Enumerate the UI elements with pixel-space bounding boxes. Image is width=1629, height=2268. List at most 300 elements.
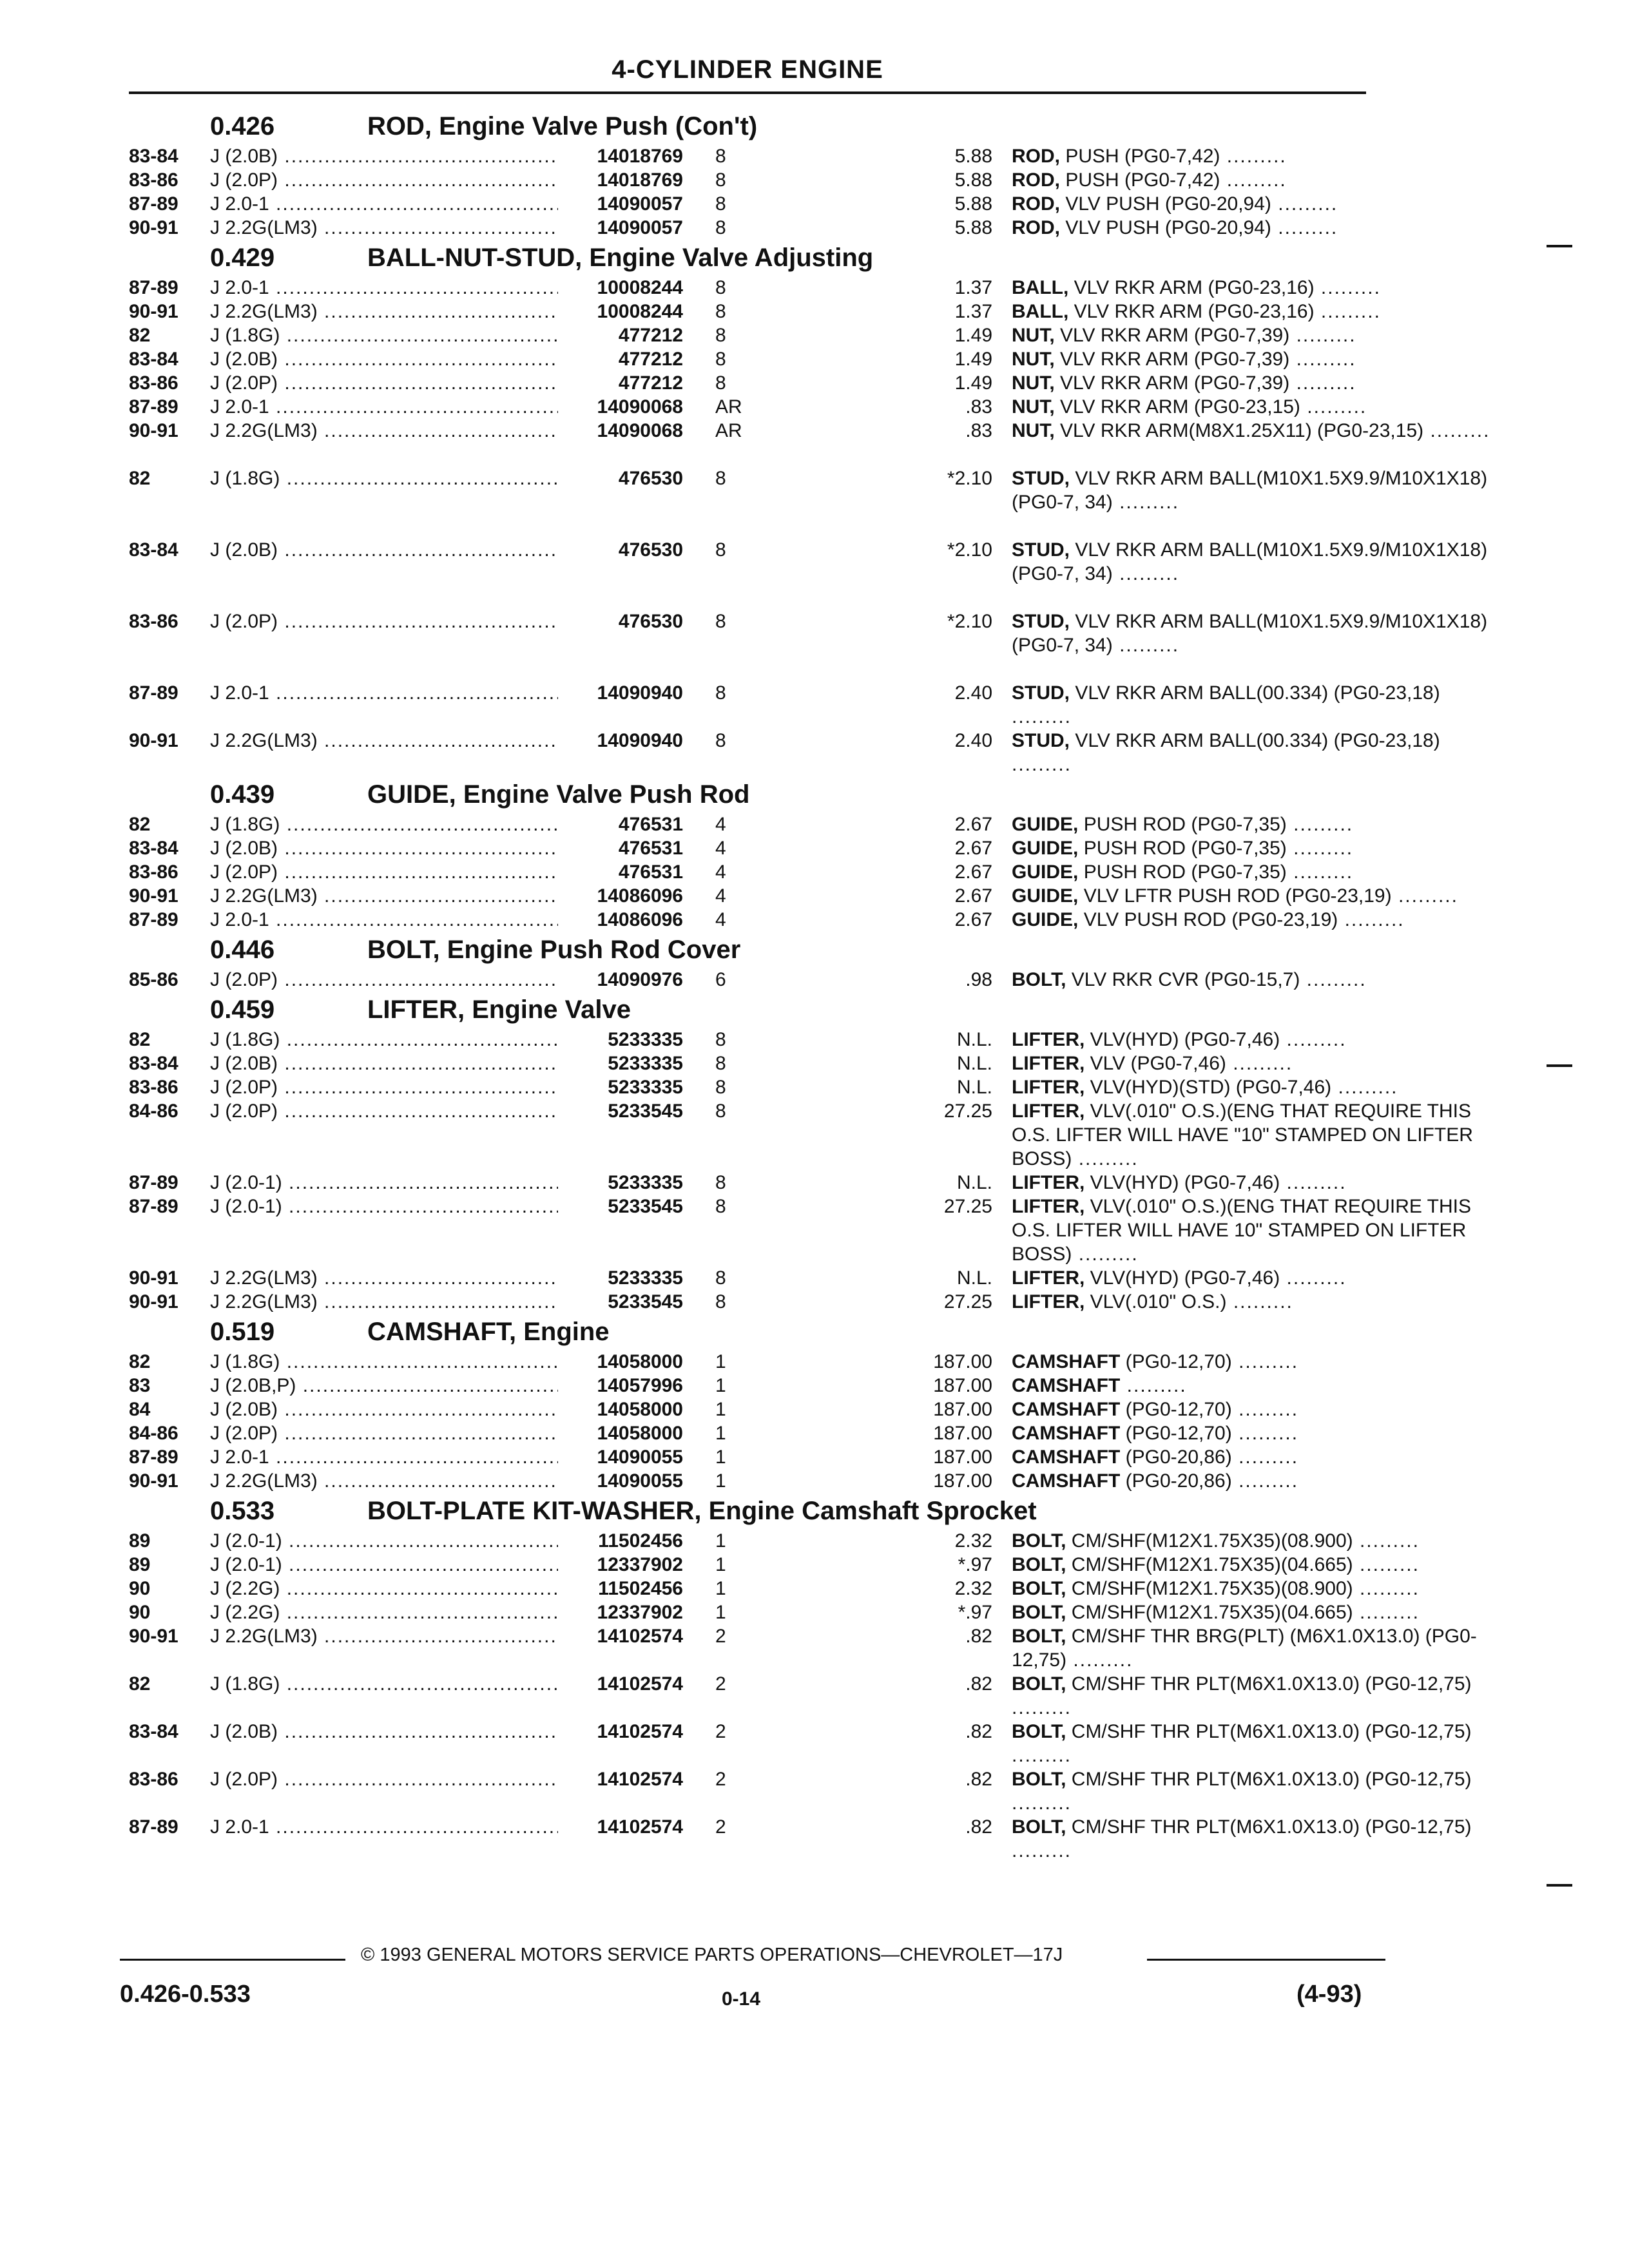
quantity: 1 (715, 1578, 726, 1599)
leader-dots: ......... (1286, 814, 1354, 835)
parts-row (129, 1171, 1366, 1195)
part-description (1012, 908, 1501, 932)
section-title: ROD, Engine Valve Push (Con't) (367, 112, 758, 140)
part-description (1012, 466, 1501, 514)
leader-dots: ......... (1391, 885, 1458, 907)
part-description (1012, 1374, 1501, 1398)
part-description (1012, 1767, 1501, 1815)
engine-code: J (2.0P) ..... (210, 968, 558, 992)
part-number: 14102574 (591, 1672, 683, 1696)
part-number: 14090976 (591, 968, 683, 992)
description-keyword: NUT, (1012, 372, 1055, 394)
part-number: 14090057 (591, 192, 683, 216)
leader-dots: ......... (1300, 969, 1367, 990)
description-keyword: STUD, (1012, 682, 1070, 704)
description-keyword: NUT, (1012, 420, 1055, 441)
parts-row (129, 1672, 1472, 1720)
price: 187.00 (933, 1470, 992, 1492)
price: *2.10 (947, 539, 992, 561)
part-number: 5233335 (601, 1266, 683, 1290)
part-number: 14058000 (591, 1350, 683, 1374)
model-years: 84 (129, 1399, 151, 1420)
parts-row (129, 300, 1381, 323)
quantity: 8 (715, 730, 726, 751)
description-text: CM/SHF THR PLT(M6X1.0X13.0) (PG0-12,75) (1066, 1673, 1472, 1695)
quantity: 8 (715, 301, 726, 322)
parts-row (129, 860, 1366, 884)
quantity: 6 (715, 969, 726, 990)
leader-dots: ......... (1280, 1029, 1347, 1050)
model-years: 87-89 (129, 277, 178, 298)
part-number: 477212 (612, 323, 683, 347)
engine-code: J (2.0B) ..... (210, 836, 558, 860)
model-years: 83-86 (129, 611, 178, 632)
model-years: 82 (129, 1029, 151, 1050)
engine-code: J (1.8G) ..... (210, 1672, 558, 1696)
part-description (1012, 1266, 1501, 1290)
description-text: VLV (PG0-7,46) (1084, 1053, 1226, 1074)
price: 5.88 (954, 193, 992, 215)
part-description (1012, 1672, 1501, 1720)
leader-dots: ......... (1353, 1554, 1420, 1575)
quantity: 8 (715, 349, 726, 370)
engine-code: J (2.2G) ..... (210, 1577, 558, 1600)
parts-row (129, 419, 1490, 466)
leader-dots: ......... (1012, 1745, 1072, 1766)
leader-dots: ......... (1072, 1148, 1139, 1169)
description-text: VLV PUSH (PG0-20,94) (1060, 193, 1271, 215)
engine-code: J (2.0B) ..... (210, 1720, 558, 1744)
parts-row (129, 1445, 1366, 1469)
leader-dots: ......... (1353, 1530, 1420, 1552)
description-text: CM/SHF(M12X1.75X35)(04.665) (1066, 1554, 1353, 1575)
margin-tick-mark (1547, 1884, 1572, 1887)
engine-code: J 2.2G(LM3) ..... (210, 884, 558, 908)
description-keyword: BOLT, (1012, 1554, 1066, 1575)
part-description (1012, 371, 1501, 395)
part-description (1012, 1398, 1501, 1421)
part-description (1012, 323, 1501, 347)
price: .82 (965, 1816, 992, 1838)
description-keyword: BOLT, (1012, 1721, 1066, 1742)
parts-listing (129, 108, 1490, 1863)
description-keyword: CAMSHAFT (1012, 1446, 1121, 1468)
description-text: VLV RKR ARM (PG0-7,39) (1054, 349, 1290, 370)
leader-dots: ......... (1338, 909, 1405, 930)
price: 2.67 (954, 885, 992, 907)
description-text: VLV RKR ARM BALL(M10X1.5X9.9/M10X1X18) (PG0-7, 34) (1012, 539, 1488, 584)
model-years: 82 (129, 1351, 151, 1372)
part-number: 5233545 (601, 1195, 683, 1218)
part-number: 476531 (612, 812, 683, 836)
parts-row (129, 216, 1366, 240)
part-number: 11502456 (592, 1529, 683, 1553)
description-text: VLV(HYD) (PG0-7,46) (1084, 1267, 1280, 1289)
part-description (1012, 144, 1501, 168)
model-years: 83-86 (129, 169, 178, 191)
description-text: (PG0-12,70) (1120, 1423, 1232, 1444)
part-description (1012, 1445, 1501, 1469)
price: *2.10 (947, 611, 992, 632)
leader-dots: ......... (1226, 1053, 1293, 1074)
description-text: VLV RKR ARM BALL(M10X1.5X9.9/M10X1X18) (PG0-7, 34) (1012, 611, 1488, 656)
quantity: AR (715, 396, 742, 418)
description-text: (PG0-12,70) (1120, 1399, 1232, 1420)
engine-code: J 2.2G(LM3) ..... (210, 1290, 558, 1314)
price: 2.32 (954, 1578, 992, 1599)
description-keyword: ROD, (1012, 193, 1060, 215)
model-years: 83-86 (129, 861, 178, 883)
engine-code: J 2.0-1 ..... (210, 681, 558, 705)
leader-dots: ......... (1012, 706, 1072, 727)
engine-code: J (1.8G) ..... (210, 1028, 558, 1052)
parts-row (129, 908, 1405, 932)
model-years: 82 (129, 814, 151, 835)
section-number: 0.439 (210, 780, 275, 809)
part-description (1012, 1099, 1501, 1171)
description-keyword: STUD, (1012, 730, 1070, 751)
leader-dots: ......... (1271, 193, 1338, 215)
price: .83 (965, 396, 992, 418)
model-years: 90-91 (129, 1267, 178, 1289)
parts-row (129, 1290, 1366, 1314)
part-description (1012, 1600, 1501, 1624)
part-description (1012, 1469, 1501, 1493)
price: N.L. (956, 1077, 992, 1098)
leader-dots: ......... (1072, 1244, 1139, 1265)
price: 27.25 (943, 1100, 992, 1122)
leader-dots: ......... (1314, 277, 1381, 298)
description-text: VLV RKR ARM BALL(00.334) (PG0-23,18) (1070, 682, 1440, 704)
quantity: 8 (715, 217, 726, 238)
price: *.97 (958, 1554, 992, 1575)
parts-row (129, 1624, 1477, 1672)
description-keyword: BOLT, (1012, 1602, 1066, 1623)
leader-dots: ......... (1226, 1291, 1293, 1312)
section-number: 0.459 (210, 995, 275, 1024)
part-number: 477212 (612, 347, 683, 371)
quantity: 8 (715, 1100, 726, 1122)
engine-code: J 2.2G(LM3) ..... (210, 419, 558, 443)
parts-row (129, 1075, 1398, 1099)
engine-code: J 2.0-1 ..... (210, 1815, 558, 1839)
part-number: 5233545 (601, 1099, 683, 1123)
description-keyword: LIFTER, (1012, 1029, 1085, 1050)
price: 1.37 (954, 277, 992, 298)
quantity: AR (715, 420, 742, 441)
parts-row (129, 168, 1366, 192)
part-description (1012, 729, 1501, 776)
engine-code: J 2.2G(LM3) ..... (210, 729, 558, 753)
description-keyword: CAMSHAFT (1012, 1470, 1121, 1492)
description-text: (PG0-20,86) (1120, 1470, 1232, 1492)
part-description (1012, 1529, 1501, 1553)
part-description (1012, 1421, 1501, 1445)
leader-dots: ......... (1120, 1375, 1187, 1396)
quantity: 1 (715, 1602, 726, 1623)
part-description (1012, 1052, 1501, 1075)
quantity: 8 (715, 1196, 726, 1217)
model-years: 90 (129, 1602, 151, 1623)
quantity: 8 (715, 1053, 726, 1074)
part-description (1012, 812, 1501, 836)
description-keyword: LIFTER, (1012, 1077, 1085, 1098)
model-years: 83-86 (129, 1769, 178, 1790)
engine-code: J (1.8G) ..... (210, 466, 558, 490)
engine-code: J 2.2G(LM3) ..... (210, 216, 558, 240)
part-description (1012, 538, 1501, 586)
part-number: 14086096 (591, 884, 683, 908)
part-number: 14102574 (591, 1624, 683, 1648)
part-description (1012, 1075, 1501, 1099)
price: .82 (965, 1721, 992, 1742)
quantity: 4 (715, 861, 726, 883)
leader-dots: ......... (1286, 861, 1354, 883)
part-description (1012, 276, 1501, 300)
margin-tick-mark (1547, 245, 1572, 247)
quantity: 4 (715, 838, 726, 859)
part-description (1012, 681, 1501, 729)
part-description (1012, 1720, 1501, 1767)
parts-row (129, 681, 1440, 729)
description-text: VLV PUSH (PG0-20,94) (1060, 217, 1271, 238)
engine-code: J 2.2G(LM3) ..... (210, 1469, 558, 1493)
quantity: 2 (715, 1673, 726, 1695)
part-number: 476531 (612, 860, 683, 884)
part-number: 476530 (612, 610, 683, 633)
part-number: 476530 (612, 538, 683, 562)
description-keyword: STUD, (1012, 539, 1070, 561)
engine-code: J (1.8G) ..... (210, 812, 558, 836)
part-number: 11502456 (592, 1577, 683, 1600)
leader-dots: ......... (1012, 754, 1072, 775)
leader-dots: ......... (1112, 492, 1180, 513)
price: 2.67 (954, 909, 992, 930)
price: .82 (965, 1626, 992, 1647)
footer-rule-left (120, 1959, 345, 1961)
description-text: CM/SHF THR PLT(M6X1.0X13.0) (PG0-12,75) (1066, 1721, 1472, 1742)
price: 2.40 (954, 730, 992, 751)
engine-code: J 2.0-1 ..... (210, 276, 558, 300)
part-number: 5233335 (601, 1028, 683, 1052)
price: 2.40 (954, 682, 992, 704)
parts-row (129, 144, 1366, 168)
quantity: 1 (715, 1399, 726, 1420)
model-years: 83-84 (129, 349, 178, 370)
engine-code: J 2.0-1 ..... (210, 1445, 558, 1469)
description-keyword: STUD, (1012, 611, 1070, 632)
description-keyword: NUT, (1012, 396, 1055, 418)
quantity: 8 (715, 277, 726, 298)
leader-dots: ......... (1231, 1423, 1299, 1444)
quantity: 8 (715, 169, 726, 191)
leader-dots: ......... (1289, 325, 1356, 346)
price: 1.37 (954, 301, 992, 322)
part-number: 14090940 (591, 729, 683, 753)
engine-code: J (2.0-1) ..... (210, 1553, 558, 1577)
parts-row (129, 1350, 1366, 1374)
part-number: 477212 (612, 371, 683, 395)
leader-dots: ......... (1231, 1399, 1299, 1420)
page-title: 4-CYLINDER ENGINE (612, 55, 883, 84)
section-title: BOLT, Engine Push Rod Cover (367, 936, 741, 964)
quantity: 8 (715, 1029, 726, 1050)
quantity: 1 (715, 1423, 726, 1444)
description-keyword: GUIDE, (1012, 861, 1079, 883)
part-description (1012, 192, 1501, 216)
section-title: CAMSHAFT, Engine (367, 1318, 610, 1346)
section-title: BOLT-PLATE KIT-WASHER, Engine Camshaft Sprocket (367, 1497, 1037, 1525)
description-keyword: BOLT, (1012, 1530, 1066, 1552)
engine-code: J (2.2G) ..... (210, 1600, 558, 1624)
description-text: VLV(HYD) (PG0-7,46) (1084, 1172, 1280, 1193)
engine-code: J (2.0-1) ..... (210, 1529, 558, 1553)
description-text: (PG0-20,86) (1120, 1446, 1232, 1468)
description-keyword: BOLT, (1012, 1626, 1066, 1647)
section-number: 0.519 (210, 1318, 275, 1346)
description-text: VLV PUSH ROD (PG0-23,19) (1078, 909, 1338, 930)
engine-code: J 2.2G(LM3) ..... (210, 1266, 558, 1290)
price: .82 (965, 1769, 992, 1790)
price: N.L. (956, 1053, 992, 1074)
leader-dots: ......... (1286, 838, 1354, 859)
engine-code: J (2.0B,P) ..... (210, 1374, 558, 1398)
part-number: 14090940 (591, 681, 683, 705)
header-rule (129, 91, 1366, 94)
model-years: 82 (129, 1673, 151, 1695)
part-description (1012, 1195, 1501, 1266)
part-description (1012, 1028, 1501, 1052)
part-description (1012, 1815, 1501, 1863)
parts-row (129, 968, 1366, 992)
description-keyword: ROD, (1012, 217, 1060, 238)
parts-row (129, 1600, 1420, 1624)
model-years: 83-84 (129, 838, 178, 859)
parts-row (129, 729, 1440, 776)
part-description (1012, 1577, 1501, 1600)
parts-row (129, 1398, 1366, 1421)
quantity: 1 (715, 1446, 726, 1468)
part-number: 10008244 (591, 276, 683, 300)
description-keyword: NUT, (1012, 325, 1055, 346)
price: 27.25 (943, 1291, 992, 1312)
model-years: 87-89 (129, 396, 178, 418)
price: .82 (965, 1673, 992, 1695)
part-description (1012, 1553, 1501, 1577)
price: 27.25 (943, 1196, 992, 1217)
leader-dots: ......... (1280, 1267, 1347, 1289)
model-years: 83 (129, 1375, 151, 1396)
quantity: 1 (715, 1375, 726, 1396)
price: 187.00 (933, 1399, 992, 1420)
quantity: 8 (715, 372, 726, 394)
section-title: GUIDE, Engine Valve Push Rod (367, 780, 750, 809)
part-description (1012, 300, 1501, 323)
quantity: 8 (715, 682, 726, 704)
description-text: CM/SHF THR PLT(M6X1.0X13.0) (PG0-12,75) (1066, 1769, 1472, 1790)
footer-range: 0.426-0.533 (120, 1981, 251, 2008)
description-keyword: STUD, (1012, 468, 1070, 489)
quantity: 2 (715, 1816, 726, 1838)
price: 5.88 (954, 217, 992, 238)
description-text: PUSH (PG0-7,42) (1060, 169, 1220, 191)
leader-dots: ......... (1289, 349, 1356, 370)
model-years: 83-84 (129, 1721, 178, 1742)
section-number: 0.426 (210, 112, 275, 140)
price: *2.10 (947, 468, 992, 489)
part-number: 14102574 (591, 1767, 683, 1791)
model-years: 87-89 (129, 1446, 178, 1468)
price: 1.49 (954, 349, 992, 370)
description-keyword: CAMSHAFT (1012, 1375, 1121, 1396)
part-number: 14090068 (591, 395, 683, 419)
part-number: 14057996 (591, 1374, 683, 1398)
engine-code: J 2.0-1 ..... (210, 192, 558, 216)
part-number: 14018769 (591, 168, 683, 192)
parts-row (129, 323, 1366, 347)
section-number: 0.429 (210, 244, 275, 272)
engine-code: J (2.0P) ..... (210, 168, 558, 192)
part-description (1012, 968, 1501, 992)
description-text: PUSH (PG0-7,42) (1060, 146, 1220, 167)
model-years: 89 (129, 1530, 151, 1552)
price: 2.67 (954, 814, 992, 835)
footer-copyright: © 1993 GENERAL MOTORS SERVICE PARTS OPERATIONS—CHEVROLET—17J (361, 1945, 1063, 1965)
footer-rule-right (1147, 1959, 1385, 1961)
engine-code: J 2.0-1 ..... (210, 908, 558, 932)
description-keyword: BOLT, (1012, 1578, 1066, 1599)
description-text: VLV(.010" O.S.)(ENG THAT REQUIRE THIS O.S. LIFTER WILL HAVE 10" STAMPED ON LIFTER BOSS) (1012, 1196, 1472, 1265)
page-number: 0-14 (722, 1988, 761, 2010)
part-description (1012, 884, 1501, 908)
parts-row (129, 1374, 1366, 1398)
section-number: 0.533 (210, 1497, 275, 1525)
price: 2.67 (954, 838, 992, 859)
description-keyword: ROD, (1012, 169, 1060, 191)
parts-row (129, 538, 1488, 610)
model-years: 84-86 (129, 1423, 178, 1444)
section-heading (129, 108, 1366, 144)
price: 187.00 (933, 1446, 992, 1468)
leader-dots: ......... (1353, 1578, 1420, 1599)
description-text: VLV(.010" O.S.)(ENG THAT REQUIRE THIS O.S. LIFTER WILL HAVE "10" STAMPED ON LIFTER BOSS) (1012, 1100, 1473, 1169)
model-years: 87-89 (129, 682, 178, 704)
part-number: 14090057 (591, 216, 683, 240)
section-heading (129, 1314, 1366, 1350)
engine-code: J (2.0-1) ..... (210, 1195, 558, 1218)
part-description (1012, 347, 1501, 371)
engine-code: J (2.0P) ..... (210, 610, 558, 633)
price: N.L. (956, 1029, 992, 1050)
engine-code: J (2.0P) ..... (210, 860, 558, 884)
price: 187.00 (933, 1375, 992, 1396)
description-text: VLV LFTR PUSH ROD (PG0-23,19) (1078, 885, 1392, 907)
parts-row (129, 1553, 1420, 1577)
quantity: 8 (715, 611, 726, 632)
parts-row (129, 347, 1366, 371)
description-keyword: LIFTER, (1012, 1196, 1085, 1217)
model-years: 90 (129, 1578, 151, 1599)
model-years: 87-89 (129, 1172, 178, 1193)
price: .83 (965, 420, 992, 441)
parts-row (129, 1815, 1472, 1863)
engine-code: J (2.0B) ..... (210, 347, 558, 371)
price: 1.49 (954, 325, 992, 346)
part-description (1012, 419, 1501, 443)
leader-dots: ......... (1220, 146, 1287, 167)
description-keyword: NUT, (1012, 349, 1055, 370)
model-years: 89 (129, 1554, 151, 1575)
